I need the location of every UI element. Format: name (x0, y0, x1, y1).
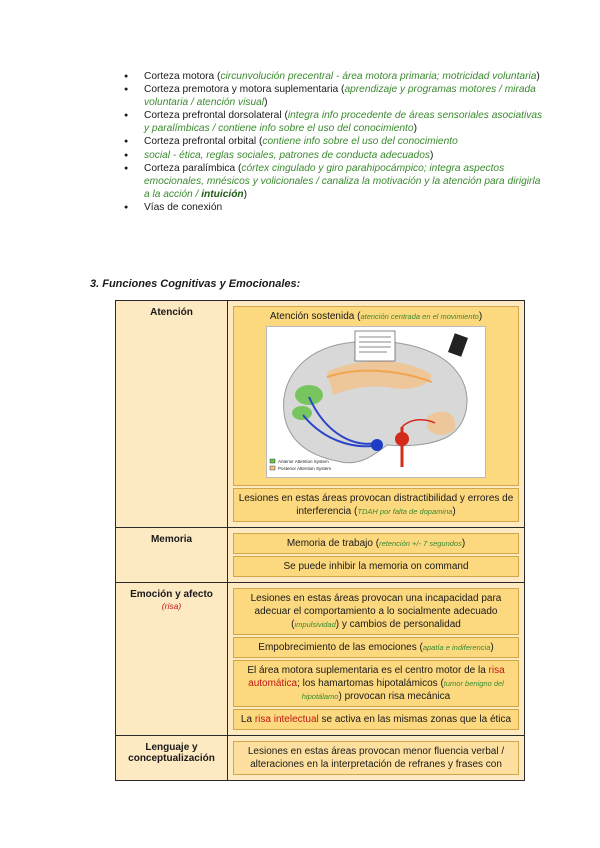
table-cell: El área motora suplementaria es el centro motor de la risa automática; los hamartomas hipotalámicos (tumor benigno del hipotálamo) provocan risa mecánica (233, 660, 519, 707)
row-label-lenguaje: Lenguaje y conceptualización (116, 736, 228, 781)
section-title: 3. Funciones Cognitivas y Emocionales: (90, 278, 301, 290)
table-row (116, 528, 525, 583)
table-cell: La risa intelectual se activa en las mismas zonas que la ética (233, 709, 519, 730)
bullet-list (118, 70, 548, 214)
figure-legend-anterior: Anterior Attention System (278, 459, 329, 464)
table-cell: Atención sostenida (atención centrada en el movimiento) Anterior Attention System Posterior Attention System (233, 306, 519, 486)
table-cell: Lesiones en estas áreas provocan distractibilidad y errores de interferencia (TDAH por falta de dopamina) (233, 488, 519, 522)
table-row (116, 583, 525, 736)
list-item: ● Corteza motora (circunvolución precentral - área motora primaria; motricidad voluntaria) (118, 70, 548, 83)
functions-table (115, 300, 525, 781)
table-cell: Empobrecimiento de las emociones (apatía e indiferencia) (233, 637, 519, 658)
table-cell: Lesiones en estas áreas provocan menor fluencia verbal / alteraciones en la interpretación de refranes y frases con (233, 741, 519, 775)
list-item: ● Vías de conexión (118, 201, 548, 214)
table-row (116, 301, 525, 528)
row-label-atencion: Atención (116, 301, 228, 528)
list-item: ● Corteza paralímbica (córtex cingulado y giro parahipocámpico; integra aspectos emocionales, mnésicos y volicionales / canaliza la motivación y la atención para dirigirla a la acción / intuición) (118, 162, 548, 201)
list-item: ● Corteza premotora y motora suplementaria (aprendizaje y programas motores / mirada voluntaria / atención visual) (118, 83, 548, 109)
table-row (116, 736, 525, 781)
table-cell: Se puede inhibir la memoria on command (233, 556, 519, 577)
list-item: ● social - ética, reglas sociales, patrones de conducta adecuados) (118, 149, 548, 162)
row-label-memoria: Memoria (116, 528, 228, 583)
table-cell: Memoria de trabajo (retención +/- 7 segundos) (233, 533, 519, 554)
table-cell: Lesiones en estas áreas provocan una incapacidad para adecuar el comportamiento a lo socialmente adecuado (impulsividad) y cambios de personalidad (233, 588, 519, 635)
row-label-emocion: Emoción y afecto (risa) (116, 583, 228, 736)
figure-legend-posterior: Posterior Attention System (278, 466, 332, 471)
brain-attention-figure (266, 326, 486, 478)
list-item: ● Corteza prefrontal orbital (contiene info sobre el uso del conocimiento (118, 135, 548, 148)
list-item: ● Corteza prefrontal dorsolateral (integra info procedente de áreas sensoriales asociativas y paralímbicas / contiene info sobre el uso del conocimiento) (118, 109, 548, 135)
